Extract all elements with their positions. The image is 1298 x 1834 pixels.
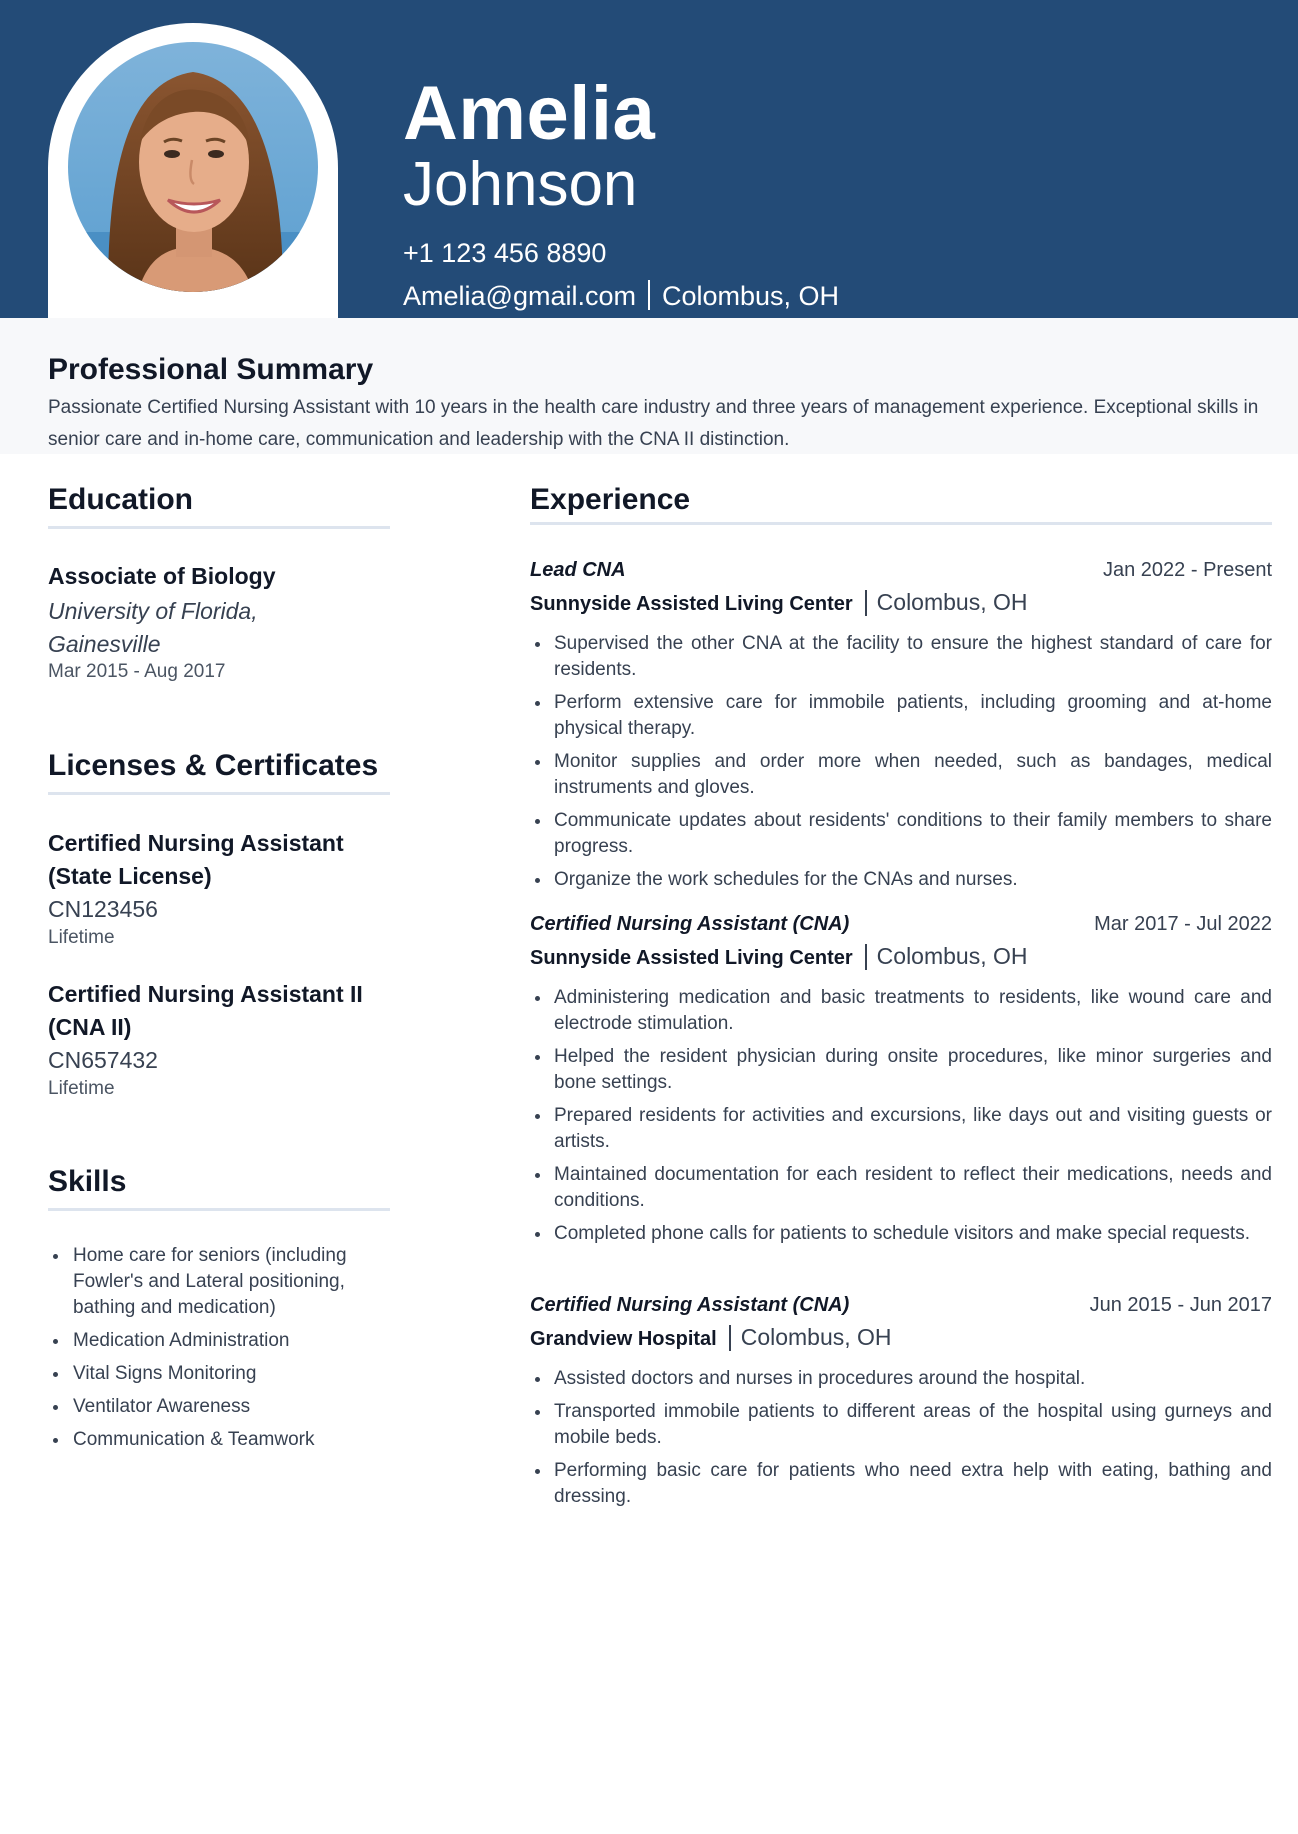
summary-text: Passionate Certified Nursing Assistant with 10 years in the health care industry and three years of management experience. Exceptional skills in senior care and in-home care, communication and leadership with the CNA II distinction.: [48, 397, 1259, 450]
job-bullets: [530, 1366, 1272, 1510]
separator: [865, 944, 867, 970]
job-bullet: Maintained documentation for each resident to reflect their medications, needs and conditions.: [530, 1162, 1272, 1214]
job-company: Sunnyside Assisted Living Center: [530, 593, 853, 615]
job-bullet: Transported immobile patients to different areas of the hospital using gurneys and mobile beds.: [530, 1399, 1272, 1451]
location: Colombus, OH: [661, 281, 840, 311]
license-name: Certified Nursing Assistant (State License): [48, 830, 344, 889]
license-term: Lifetime: [48, 927, 115, 948]
job-bullet: Communicate updates about residents' conditions to their family members to share progress.: [530, 808, 1272, 860]
job-title: Certified Nursing Assistant (CNA): [530, 913, 850, 935]
job-bullets: [530, 985, 1272, 1247]
job-bullet: Performing basic care for patients who need extra help with eating, bathing and dressing.: [530, 1458, 1272, 1510]
contact-line: [403, 280, 839, 312]
experience-divider: [530, 522, 1272, 525]
email-address: Amelia@gmail.com: [403, 281, 636, 311]
job-company: Grandview Hospital: [530, 1328, 717, 1350]
job-location: Colombus, OH: [876, 943, 1028, 969]
job-bullet: Prepared residents for activities and excursions, like days out and visiting guests or artists.: [530, 1103, 1272, 1155]
job-bullet: Perform extensive care for immobile patients, including grooming and at-home physical therapy.: [530, 690, 1272, 742]
job-entry: [530, 913, 1272, 1254]
job-bullet: Administering medication and basic treatments to residents, like wound care and electrode stimulation.: [530, 985, 1272, 1037]
job-dates: Mar 2017 - Jul 2022: [1094, 913, 1272, 935]
first-name: Amelia: [403, 71, 656, 156]
job-location: Colombus, OH: [740, 1324, 892, 1350]
skill-item: Home care for seniors (including Fowler's and Lateral positioning, bathing and medication): [48, 1243, 393, 1321]
license-name: Certified Nursing Assistant II (CNA II): [48, 981, 363, 1040]
last-name: Johnson: [403, 150, 638, 219]
education-school: University of Florida, Gainesville: [48, 598, 258, 657]
separator: [729, 1325, 731, 1351]
job-bullet: Assisted doctors and nurses in procedures around the hospital.: [530, 1366, 1272, 1392]
education-dates: Mar 2015 - Aug 2017: [48, 661, 226, 682]
job-dates: Jun 2015 - Jun 2017: [1089, 1294, 1272, 1316]
license-term: Lifetime: [48, 1078, 115, 1099]
job-company: Sunnyside Assisted Living Center: [530, 947, 853, 969]
job-entry: [530, 1294, 1272, 1517]
education-degree: Associate of Biology: [48, 563, 276, 589]
skill-item: Ventilator Awareness: [48, 1394, 393, 1420]
job-bullet: Supervised the other CNA at the facility to ensure the highest standard of care for residents.: [530, 631, 1272, 683]
job-bullet: Helped the resident physician during onsite procedures, like minor surgeries and bone settings.: [530, 1044, 1272, 1096]
job-bullet: Monitor supplies and order more when needed, such as bandages, medical instruments and gloves.: [530, 749, 1272, 801]
experience-heading: Experience: [530, 483, 691, 516]
job-bullets: [530, 631, 1272, 893]
skill-item: Medication Administration: [48, 1328, 393, 1354]
skills-heading: Skills: [48, 1165, 127, 1198]
profile-photo: [68, 42, 318, 292]
job-bullet: Completed phone calls for patients to schedule visitors and make special requests.: [530, 1221, 1272, 1247]
license-number: CN657432: [48, 1047, 158, 1073]
job-location: Colombus, OH: [876, 589, 1028, 615]
job-bullet: Organize the work schedules for the CNAs and nurses.: [530, 867, 1272, 893]
skill-item: Vital Signs Monitoring: [48, 1361, 393, 1387]
separator: [865, 590, 867, 616]
job-title: Lead CNA: [530, 559, 626, 581]
skill-item: Communication & Teamwork: [48, 1427, 393, 1453]
skills-divider: [48, 1208, 390, 1211]
summary-heading: Professional Summary: [48, 353, 374, 386]
education-divider: [48, 526, 390, 529]
job-title: Certified Nursing Assistant (CNA): [530, 1294, 850, 1316]
licenses-heading: Licenses & Certificates: [48, 749, 379, 782]
skills-list: [48, 1243, 393, 1460]
job-dates: Jan 2022 - Present: [1103, 559, 1272, 581]
separator: [648, 280, 650, 310]
licenses-divider: [48, 792, 390, 795]
license-number: CN123456: [48, 896, 158, 922]
phone-number: +1 123 456 8890: [403, 238, 607, 268]
job-entry: [530, 559, 1272, 900]
education-heading: Education: [48, 483, 194, 516]
profile-photo-image: [68, 42, 318, 292]
